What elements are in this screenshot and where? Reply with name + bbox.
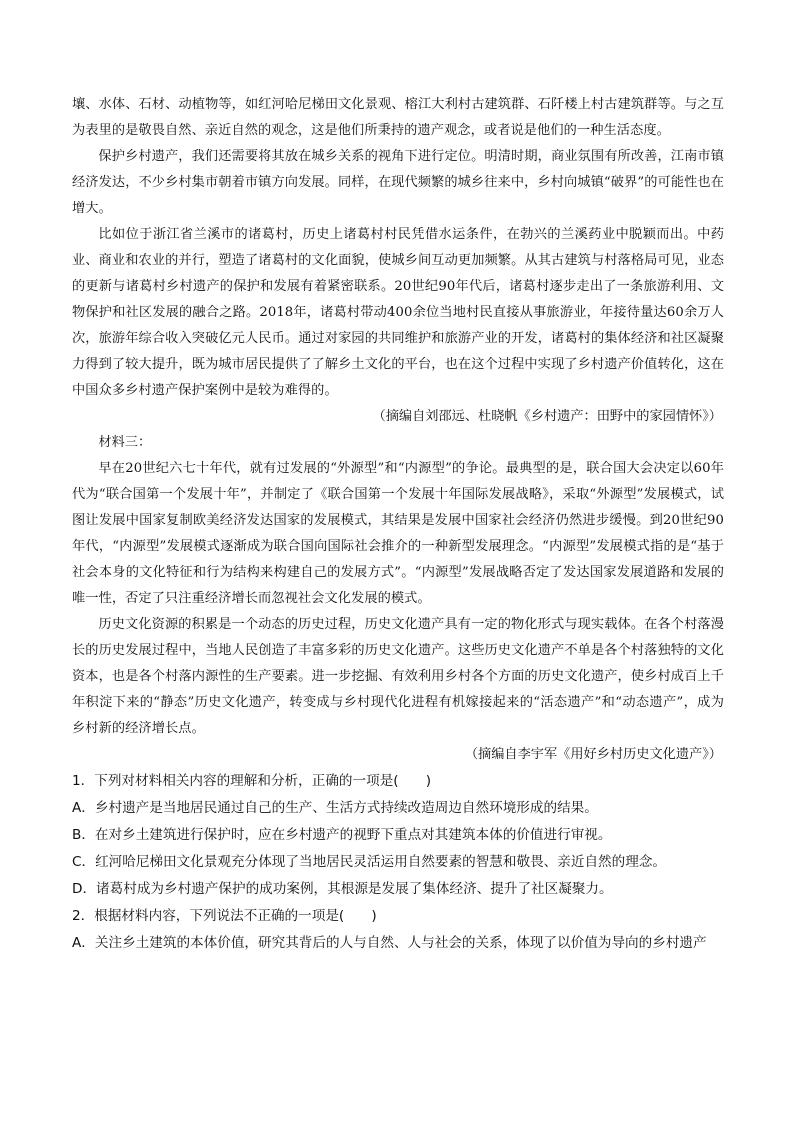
paragraph-urban-rural: 保护乡村遗产，我们还需要将其放在城乡关系的视角下进行定位。明清时期，商业氛围有所改善，江南市镇经济发达，不少乡村集市朝着市镇方向发展。同样，在现代频繁的城乡往来中，乡村向城镇“破界”的可能性也在增大。 bbox=[72, 149, 724, 216]
question-1-option-b: B．在对乡土建筑进行保护时，应在乡村遗产的视野下重点对其建筑本体的价值进行审视。 bbox=[72, 827, 612, 843]
question-2-stem: 2．根据材料内容，下列说法不正确的一项是( ) bbox=[72, 908, 377, 924]
document-body bbox=[72, 92, 724, 957]
paragraph-development-models: 早在20世纪六七十年代，就有过发展的“外源型”和“内源型”的争论。最典型的是，联合国大会决定以60年代为“联合国第一个发展十年”，并制定了《联合国第一个发展十年国际发展战略》，采取“外源型”发展模式，试图让发展中国家复制欧美经济发达国家的发展模式，其结果是发展中国家社会经济仍然进步缓慢。到20世纪90年代，“内源型”发展模式逐渐成为联合国向国际社会推介的一种新型发展理念。“内源型”发展模式指的是“基于社会本身的文化特征和行为结构来构建自己的发展方式”。“内源型”发展战略否定了发达国家发展道路和发展的唯一性，否定了只注重经济增长而忽视社会文化发展的模式。 bbox=[72, 461, 724, 606]
material-three-heading: 材料三： bbox=[98, 435, 152, 450]
source-citation-2: （摘编自李宇军《用好乡村历史文化遗产》） bbox=[464, 747, 722, 762]
question-1-option-a: A．乡村遗产是当地居民通过自己的生产、生活方式持续改造周边自然环境形成的结果。 bbox=[72, 800, 598, 816]
paragraph-continued: 壤、水体、石材、动植物等，如红河哈尼梯田文化景观、榕江大利村古建筑群、石阡楼上村古建筑群等。与之互为表里的是敬畏自然、亲近自然的观念，这是他们所秉持的遗产观念，或者说是他们的一种生活态度。 bbox=[72, 97, 724, 138]
paragraph-zhuge-village: 比如位于浙江省兰溪市的诸葛村，历史上诸葛村村民凭借水运条件，在勃兴的兰溪药业中脱颖而出。中药业、商业和农业的并行，塑造了诸葛村的文化面貌，使城乡间互动更加频繁。从其古建筑与村落格局可见，业态的更新与诸葛村乡村遗产的保护和发展有着紧密联系。20世纪90年代后，诸葛村逐步走出了一条旅游利用、文物保护和社区发展的融合之路。2018年，诸葛村带动400余位当地村民直接从事旅游业，年接待量达60余万人次，旅游年综合收入突破亿元人民币。通过对家园的共同维护和旅游产业的开发，诸葛村的集体经济和社区凝聚力得到了较大提升，既为城市居民提供了了解乡土文化的平台，也在这个过程中实现了乡村遗产价值转化，这在中国众多乡村遗产保护案例中是较为难得的。 bbox=[72, 227, 724, 398]
question-2-option-a: A．关注乡土建筑的本体价值，研究其背后的人与自然、人与社会的关系，体现了以价值为导向的乡村遗产 bbox=[72, 935, 707, 951]
question-1-stem: 1．下列对材料相关内容的理解和分析，正确的一项是( ) bbox=[72, 773, 432, 789]
source-citation-1: （摘编自刘邵远、杜晓帆《乡村遗产：田野中的家园情怀》） bbox=[372, 409, 722, 424]
question-1-option-d: D．诸葛村成为乡村遗产保护的成功案例，其根源是发展了集体经济、提升了社区凝聚力。 bbox=[72, 881, 613, 897]
question-1-option-c: C．红河哈尼梯田文化景观充分体现了当地居民灵活运用自然要素的智慧和敬畏、亲近自然的理念。 bbox=[72, 854, 667, 870]
paragraph-cultural-resources: 历史文化资源的积累是一个动态的历史过程，历史文化遗产具有一定的物化形式与现实载体。在各个村落漫长的历史发展过程中，当地人民创造了丰富多彩的历史文化遗产。这些历史文化遗产不单是各个村落独特的文化资本，也是各个村落内源性的生产要素。进一步挖掘、有效利用乡村各个方面的历史文化遗产，使乡村成百上千年积淀下来的“静态”历史文化遗产，转变成与乡村现代化进程有机嫁接起来的“活态遗产”和“动态遗产”，成为乡村新的经济增长点。 bbox=[72, 617, 724, 736]
